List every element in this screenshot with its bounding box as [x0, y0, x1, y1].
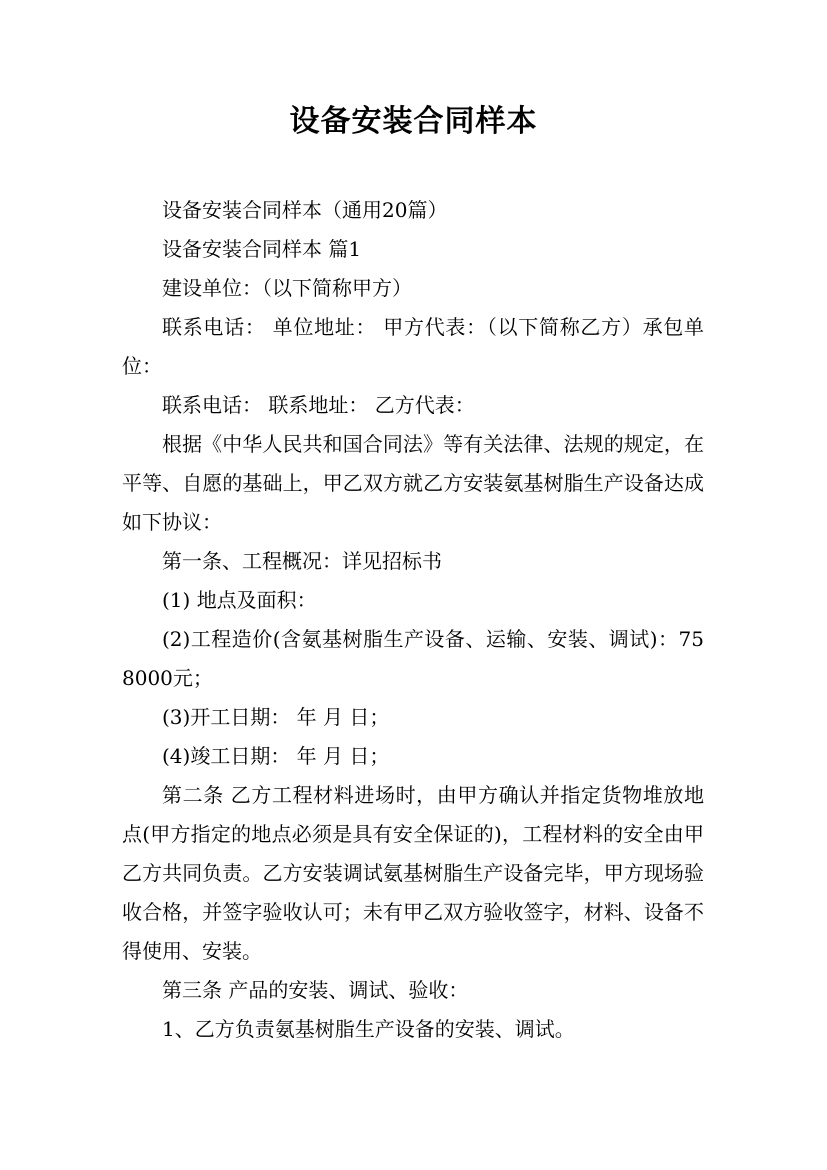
- paragraph-article-3-item-1: 1、乙方负责氨基树脂生产设备的安装、调试。: [162, 1017, 575, 1041]
- paragraph-item-1: (1) 地点及面积：: [162, 588, 317, 612]
- paragraph-party-a: 建设单位：（以下简称甲方）: [162, 276, 412, 300]
- paragraph-article-1: 第一条、工程概况：详见招标书: [162, 549, 442, 573]
- paragraph-contact-a: 联系电话： 单位地址： 甲方代表：（以下简称乙方）承包单位：: [122, 315, 704, 378]
- document-body: [122, 191, 704, 1049]
- paragraph-article-3: 第三条 产品的安装、调试、验收：: [162, 978, 469, 1002]
- document-title: 设备安装合同样本: [289, 104, 538, 139]
- paragraph-item-4: (4)竣工日期： 年 月 日；: [162, 744, 390, 768]
- paragraph-subtitle: 设备安装合同样本（通用20篇）: [162, 198, 448, 222]
- paragraph-contact-b: 联系电话： 联系地址： 乙方代表：: [162, 393, 475, 417]
- paragraph-preamble: 根据《中华人民共和国合同法》等有关法律、法规的规定，在平等、自愿的基础上，甲乙双方就乙方安装氨基树脂生产设备达成如下协议：: [122, 432, 704, 534]
- paragraph-section-heading: 设备安装合同样本 篇1: [162, 237, 362, 261]
- paragraph-item-3: (3)开工日期： 年 月 日；: [162, 705, 390, 729]
- paragraph-item-2: (2)工程造价(含氨基树脂生产设备、运输、安装、调试)：758000元；: [122, 627, 704, 690]
- paragraph-article-2: 第二条 乙方工程材料进场时，由甲方确认并指定货物堆放地点(甲方指定的地点必须是具有安全保证的)，工程材料的安全由甲乙方共同负责。乙方安装调试氨基树脂生产设备完毕，甲方现场验收合格，并签字验收认可；未有甲乙双方验收签字，材料、设备不得使用、安装。: [122, 783, 704, 963]
